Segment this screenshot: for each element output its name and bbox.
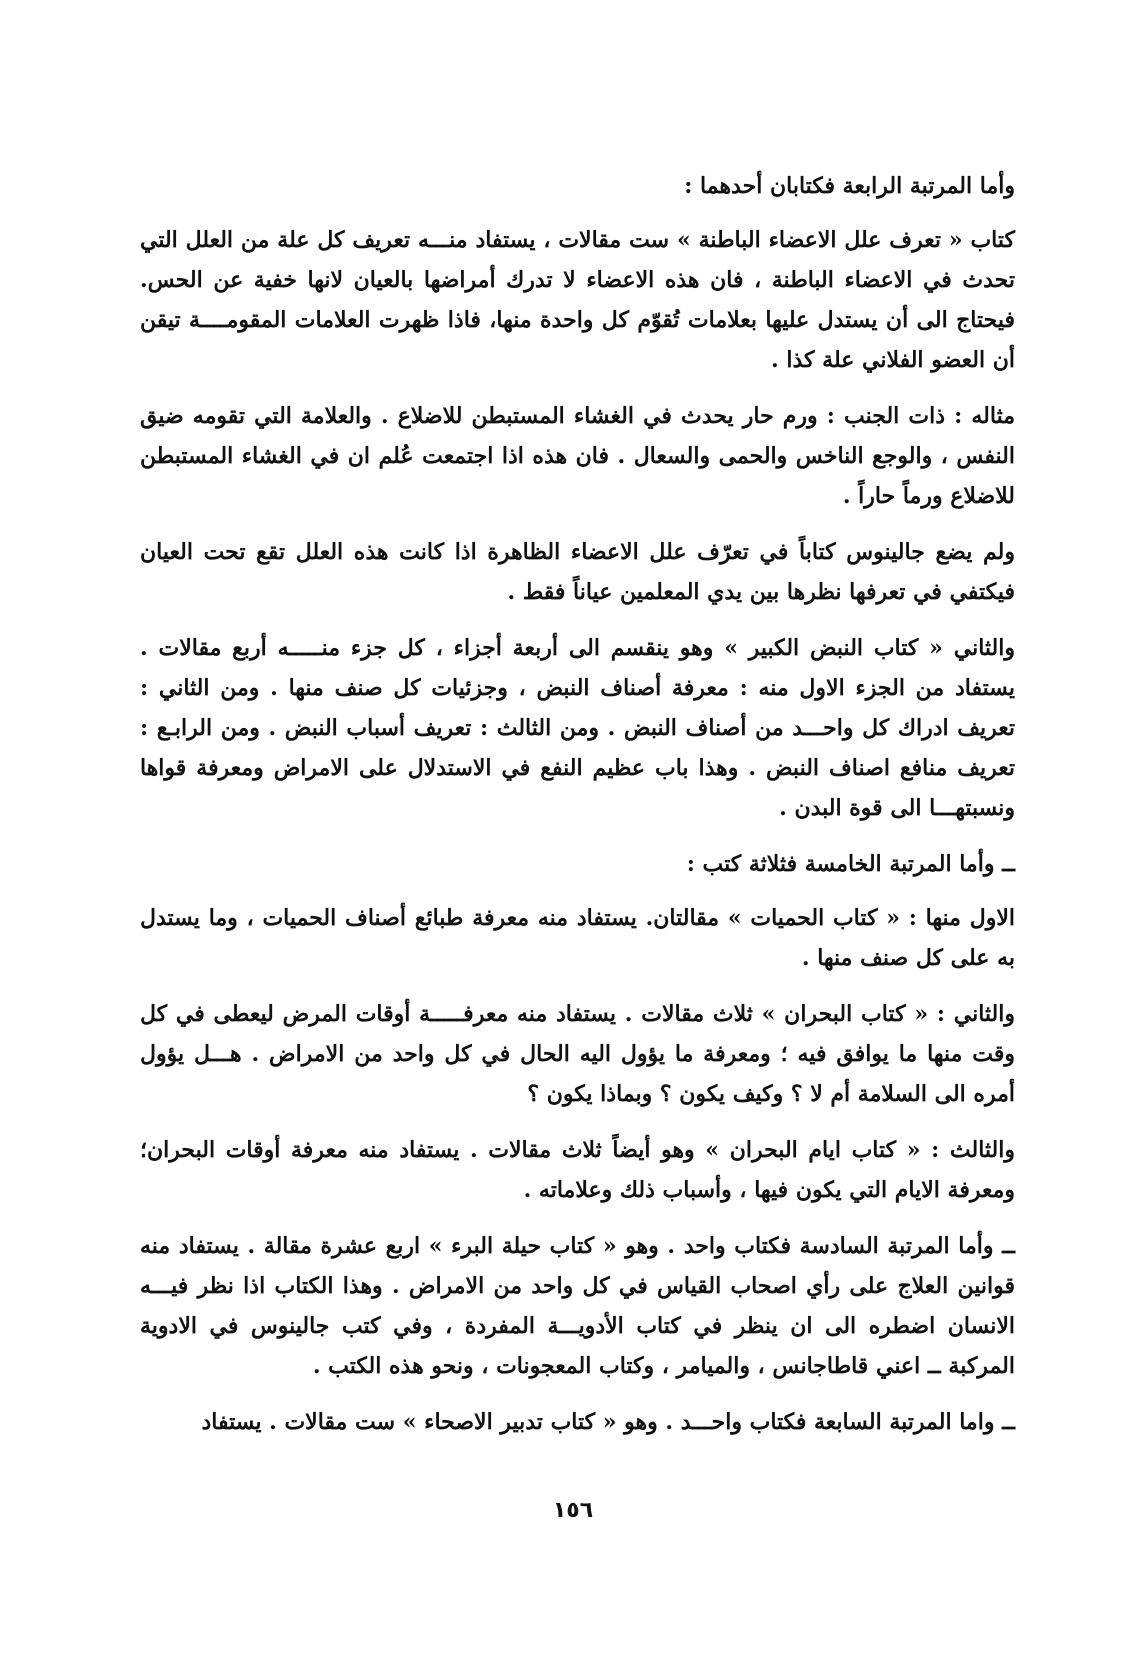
body-text	[140, 166, 1015, 1458]
paragraph-crisis-days-book: والثالث : « كتاب ايام البحران » وهو أيضاً ثلاث مقالات . يستفاد منه معرفة أوقات البحران؛ ومعرفة الايام التي يكون فيها ، وأسباب ذلك وعلاماته .	[140, 1137, 1015, 1203]
paragraph-rank-five-heading: ــ وأما المرتبة الخامسة فثلاثة كتب :	[686, 851, 1015, 877]
paragraph-rank-four-heading: وأما المرتبة الرابعة فكتابان أحدهما :	[684, 173, 1015, 199]
paragraph-crisis-book: والثاني : « كتاب البحران » ثلاث مقالات . يستفاد منه معرفـــــة أوقات المرض ليعطى في كل وقت منها ما يوافق فيه ؛ ومعرفة ما يؤول اليه الحال في كل واحد من الامراض . هـــل يؤول أمره الى السلامة أم لا ؟ وكيف يكون ؟ وبماذا يكون ؟	[140, 1001, 1015, 1107]
paragraph-external-diseases-note: ولم يضع جالينوس كتاباً في تعرّف علل الاعضاء الظاهرة اذا كانت هذه العلل تقع تحت العيان فيكتفي في تعرفها نظرها بين يدي المعلمين عياناً فقط .	[140, 539, 1015, 605]
page-number: ١٥٦	[552, 1498, 594, 1523]
paragraph-rank-seven-hygiene: ــ واما المرتبة السابعة فكتاب واحـــد . وهو « كتاب تدبير الاصحاء » ست مقالات . يستفاد	[201, 1409, 1015, 1435]
paragraph-great-pulse-book: والثاني « كتاب النبض الكبير » وهو ينقسم الى أربعة أجزاء ، كل جزء منـــــه أربع مقالات . يستفاد من الجزء الاول منه : معرفة أصناف النبض ، وجزئيات كل صنف منها . ومن الثاني : تعريف ادراك كل واحـــد من أصناف النبض . ومن الثالث : تعريف أسباب النبض . ومن الرابـع : تعريف منافع اصناف النبض . وهذا باب عظيم النفع في الاستدلال على الامراض ومعرفة قواها ونسبتهـــا الى قوة البدن .	[140, 635, 1015, 821]
paragraph-fevers-book: الاول منها : « كتاب الحميات » مقالتان. يستفاد منه معرفة طبائع أصناف الحميات ، وما يستدل به على كل صنف منها .	[140, 905, 1015, 971]
paragraph-pleurisy-example: مثاله : ذات الجنب : ورم حار يحدث في الغشاء المستبطن للاضلاع . والعلامة التي تقومه ضيق النفس ، والوجع الناخس والحمى والسعال . فان هذه اذا اجتمعت عُلم ان في الغشاء المستبطن للاضلاع ورماً حاراً .	[140, 403, 1016, 509]
paragraph-internal-diseases-book: كتاب « تعرف علل الاعضاء الباطنة » ست مقالات ، يستفاد منـــه تعريف كل علة من العلل التي تحدث في الاعضاء الباطنة ، فان هذه الاعضاء لا تدرك أمراضها بالعيان لانها خفية عن الحس. فيحتاج الى أن يستدل عليها بعلامات تُقوّم كل واحدة منها، فاذا ظهرت العلامات المقومــــة تيقن أن العضو الفلاني علة كذا .	[140, 227, 1015, 373]
paragraph-rank-six-method-of-healing: ــ وأما المرتبة السادسة فكتاب واحد . وهو « كتاب حيلة البرء » اربع عشرة مقالة . يستفاد منه قوانين العلاج على رأي اصحاب القياس في كل واحد من الامراض . وهذا الكتاب اذا نظر فيـــه الانسان اضطره الى ان ينظر في كتاب الأدويـــة المفردة ، وفي كتب جالينوس في الادوية المركبة ــ اعني قاطاجانس ، والميامر ، وكتاب المعجونات ، ونحو هذه الكتب .	[140, 1233, 1015, 1379]
